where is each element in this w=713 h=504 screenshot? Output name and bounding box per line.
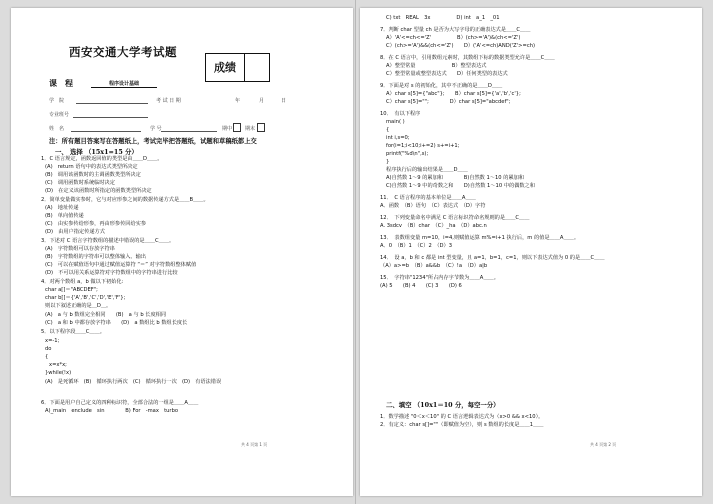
question-line: 9．下面是对 s 的初始化，其中不正确的是＿＿D＿＿ [380,83,503,89]
exam-date-label: 考 试 日 期 [156,98,181,104]
question-line: 1．数学描述 "0＜x＜10" 的 C 语言逻辑表达式为（x>0 && x<10）。 [380,414,544,420]
question-line: (C) 可以在赋值语句中通过赋值运算符 “＝” 对字符数组整体赋值 [45,262,197,268]
question-line: (B) 调用该函数时的主调函数类型所决定 [45,172,141,178]
question-line: (A) 字符数组可以存放字符串 [45,246,115,252]
question-line: 2．有定义：char s[]=""（即赋值为空），则 s 数组的长度是＿＿1＿＿ [380,422,544,428]
exam-title: 西安交通大学考试题 [69,45,177,59]
question-line: printf("%d\n",s); [386,151,429,157]
question-line: A)自然数 1～9 的累加和 B)自然数 1～10 的累加和 [386,175,525,181]
question-line: main( ) [386,119,405,125]
question-line: (A) return 语句中的表达式类型所决定 [45,164,138,170]
question-line: do [45,346,52,352]
question-line: 1．C 语言规定，函数返回值的类型是由＿＿D＿＿。 [41,156,163,162]
question-line: 6．下面是用户自己定义的四种标识符，全部合法的一组是＿＿A＿＿ [41,400,199,406]
question-line: （A）a>=b （B）a&&b （C）!a （D）a|b [380,263,488,269]
question-line: 8．在 C 语言中，引用数组元素时，其数组下标的数据类型允许是＿＿C＿＿ [380,55,555,61]
question-line: A. 3sdcv （B）char （C）_ha （D）abc.n [380,223,487,229]
grade-score-box [243,53,270,82]
section-2-heading: 二、填空 （10x1＝10 分，每空一分） [386,401,500,409]
exam-page-1 [11,8,353,496]
question-line: (B) 单向值传递 [45,213,84,219]
question-line: (A) 是死循环 (B) 循环执行两次 (C) 循环执行一次 (D) 有语法错误 [45,379,222,385]
day-label: 日 [281,98,287,104]
question-line: 程序执行后的输出结果是＿＿D＿＿ [386,167,468,173]
exam-notice: 注：所有题目答案写在答题纸上，考试完毕把答题纸，试题和草稿纸都上交 [49,138,257,145]
question-line: C）整型常量或整型表达式 D）任何类型的表达式 [386,71,508,77]
page-footer: 共 4 页第 2 页 [590,442,617,447]
question-line: (C) 调用函数时系统临时决定 [45,180,115,186]
question-line: int i,s=0; [386,135,410,141]
course-label: 课 程 [49,78,73,88]
college-line [76,103,148,104]
question-line: { [45,354,49,360]
question-line: (D) 由用户指定传递方式 [45,229,105,235]
major-class-label: 专业班号 [49,112,70,118]
question-line: 2．简单变量做实参时，它与对应形参之间的数据传递方式是＿＿B＿＿。 [41,197,209,203]
question-line: 则以下叙述正确的是＿D＿。 [45,303,112,309]
question-line: C) txt REAL 3x D) int a_1 _01 [386,15,500,21]
question-line: (C) a 和 b 中都存放字符串 (D) a 数组比 b 数组长度长 [45,320,188,326]
exam-page-2 [360,8,702,496]
question-line: A)_main enclude sin B) For -max turbo [45,408,179,414]
question-line: A）'A'<=ch<='Z' B）(ch>='A')&(ch<='Z') [386,35,521,41]
question-line: char a[]＝"ABCDEF"; [45,287,98,293]
question-line: (D) 不可以用关系运算符对字符数组中的字符串进行比较 [45,270,178,276]
question-line: (C) 由实参传给形参，再由形参传回给实参 [45,221,147,227]
question-line: 15． 字符串"1234"所占内存字节数为＿＿A＿＿。 [380,275,499,281]
question-line: }while(!x) [45,370,72,376]
question-line: (D) 在定义该函数时所指定的函数类型所决定 [45,188,152,194]
page-gap [355,0,356,504]
section-1-heading: 一、 选择 （15x1=15 分） [55,148,138,156]
major-class-line [73,117,148,118]
name-line [71,131,141,132]
question-line: { [386,127,390,133]
question-line: A．0 （B）1 （C）2 （D）3 [380,243,453,249]
question-line: 13． 表数组变量 m=10，i=4,则赋值运算 m%=i+1 执行后，m 的值是＿＿A＿＿。 [380,235,580,241]
question-line: 11． C 语言程序的基本单位是＿＿A＿＿ [380,195,476,201]
question-line: (A) 地址传递 [45,205,79,211]
final-label: 期末 [245,126,256,132]
question-line: 12． 下列变量命名中满足 C 语言标识符命名规则的是＿＿C＿＿ [380,215,530,221]
grade-box: 成绩 [205,53,245,82]
question-line: C)自然数 1～9 中的奇数之和 D)自然数 1～10 中的偶数之和 [386,183,535,189]
question-line: C）char s[5]=""; D）char s[5]="abcdef"; [386,99,511,105]
question-line: (A) a 与 b 数组完全相同 (B) a 与 b 长度相同 [45,312,167,318]
question-line: 4．对两个数组 a，b 做以下初始化: [41,279,124,285]
question-line: 14． 设 a，b 和 c 都是 int 型变量，且 a=1，b=1，c=1，则以下表达式值为 0 的是＿＿C＿＿ [380,255,605,261]
final-checkbox[interactable] [257,123,265,132]
college-label: 学 院 [49,98,65,104]
question-line: for(i=1;i<10;i+=2) s+=i+1; [386,143,460,149]
name-label: 姓 名 [49,126,65,132]
month-label: 月 [259,98,265,104]
student-id-line [161,131,217,132]
student-id-label: 学 号 [150,126,162,132]
midterm-checkbox[interactable] [233,123,241,132]
question-line: } [386,159,390,165]
page-footer: 共 4 页第 1 页 [241,442,268,447]
question-line: (B) 字符数组的字符串可以整体输入、输出 [45,254,146,260]
course-name: 程序设计基础 [91,80,157,88]
year-label: 年 [235,98,241,104]
midterm-label: 期中 [222,126,233,132]
question-line: 3．下述对 C 语言字符数组的描述中错误的是＿＿C＿＿。 [41,238,175,244]
question-line: 10． 有以下程序 [380,111,421,117]
question-line: 5．以下程序段＿＿C＿＿。 [41,329,105,335]
question-line: A．函数 （B）语句 （C）表达式 （D）字符 [380,203,486,209]
question-line: x=-1; [45,338,60,344]
question-line: 7．判断 char 型量 ch 是否为大写字母的正确表达式是＿＿C＿＿ [380,27,531,33]
question-line: (A) 5 (B) 4 (C) 3 (D) 6 [380,283,462,289]
question-line: C）(ch>='A')&&(ch<='Z') D）('A'<=ch)AND('Z'>=ch) [386,43,536,49]
question-line: char b[]＝{'A','B','C','D','E','F'}; [45,295,126,301]
question-line: A）整型常量 B）整型表达式 [386,63,487,69]
question-line: A）char s[5]={"abc"}; B）char s[5]={'a','b','c'}; [386,91,521,97]
question-line: x=x*x; [49,362,67,368]
